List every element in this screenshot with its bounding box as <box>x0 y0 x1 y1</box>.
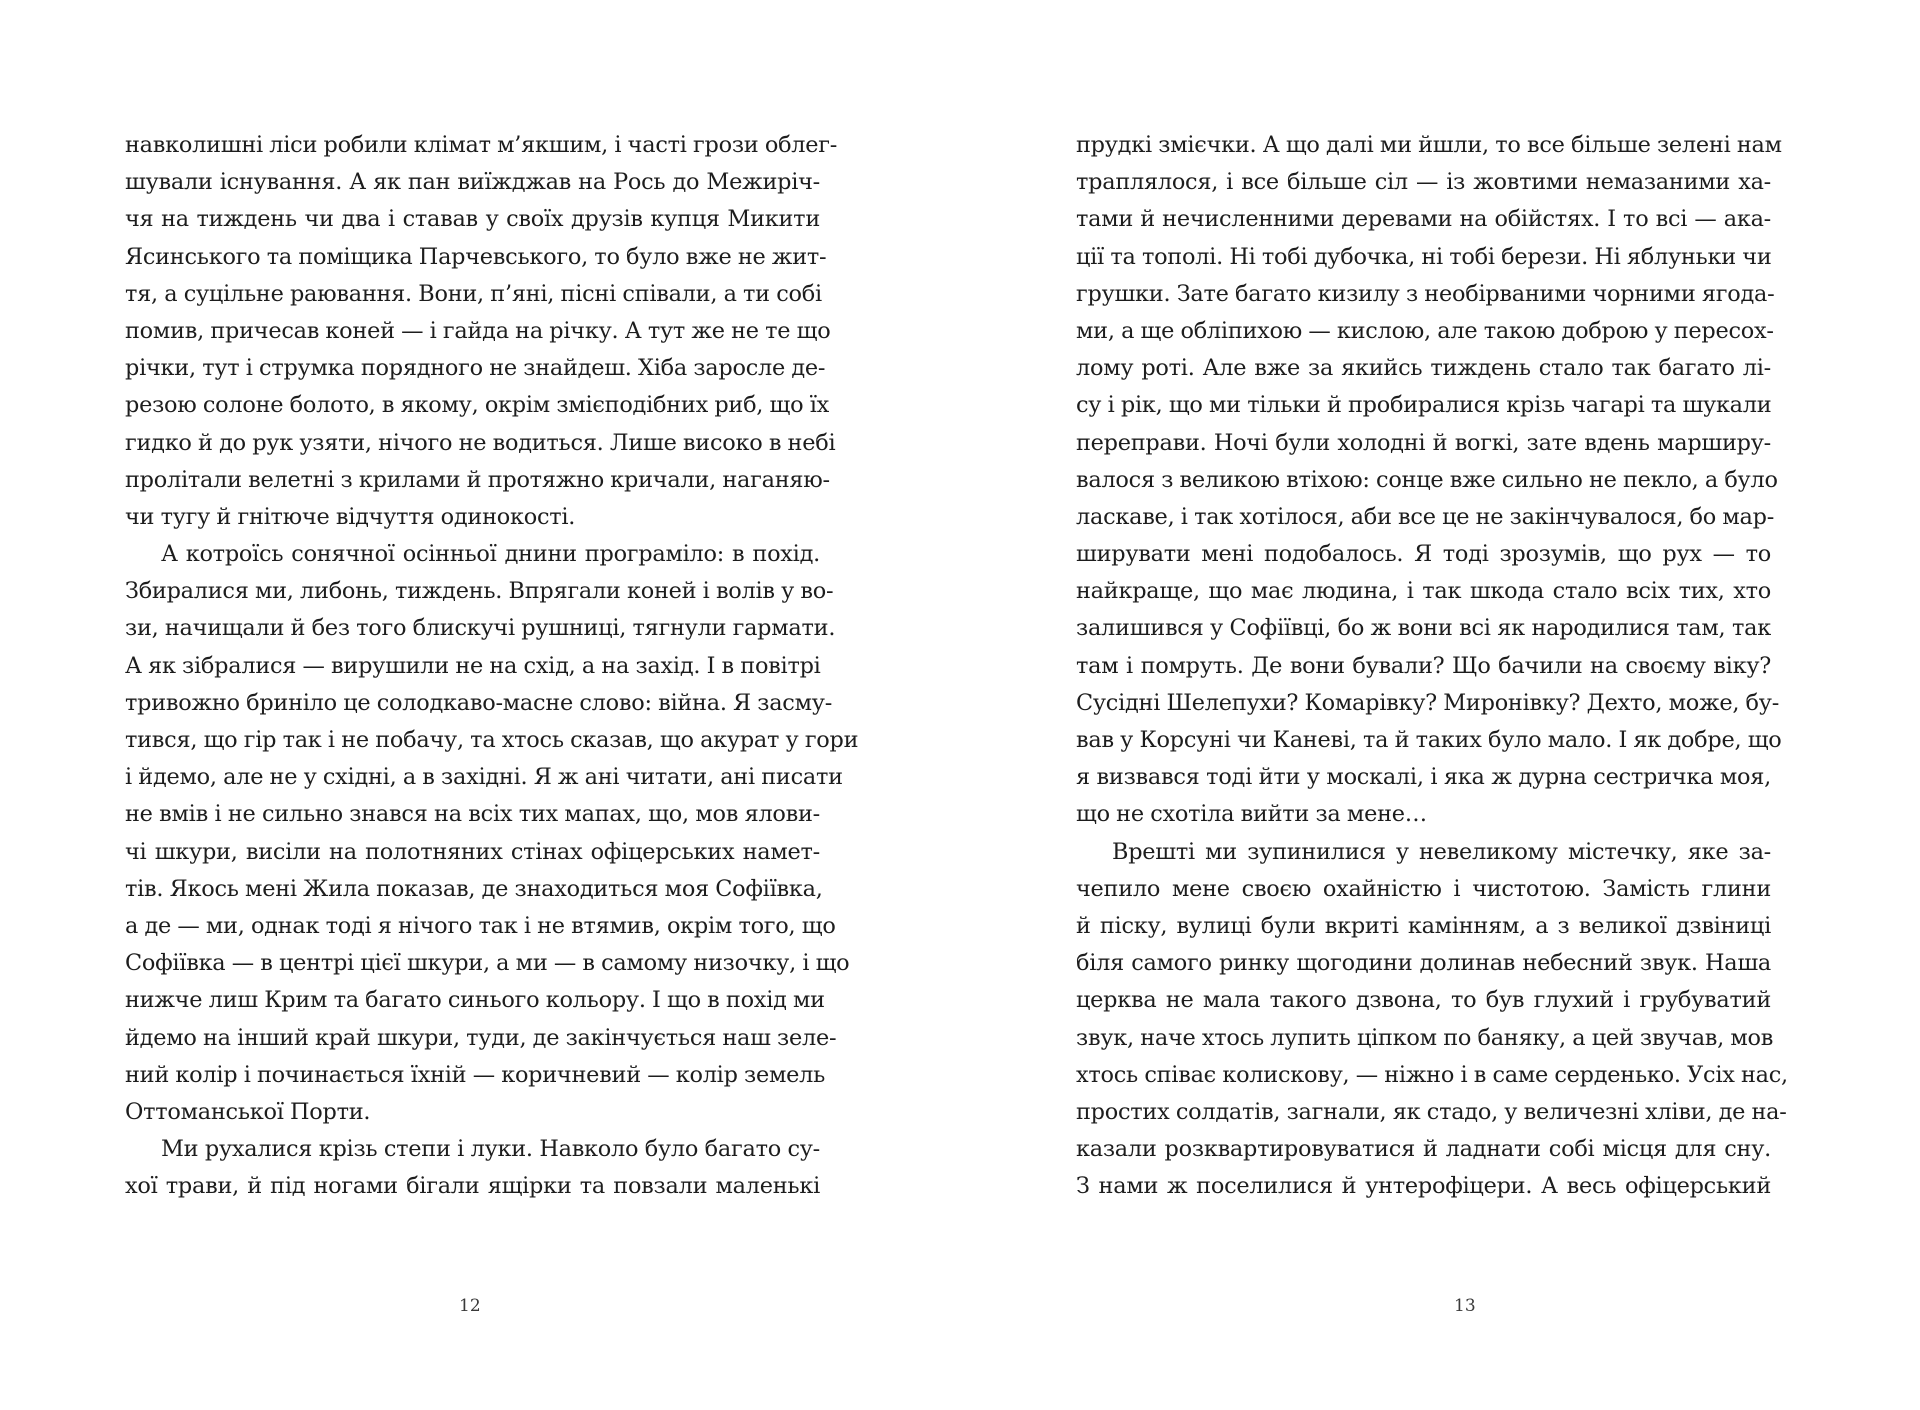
text-line: хтось співає колискову, — ніжно і в саме серденько. Усіх нас, <box>1076 1061 1788 1088</box>
text-line: тами й нечисленними деревами на обійстях. І то всі — ака- <box>1076 206 1771 233</box>
text-line: найкраще, що має людина, і так шкода стало всіх тих, хто <box>1076 578 1771 605</box>
text-line: траплялося, і все більше сіл — із жовтими немазаними ха- <box>1076 169 1771 196</box>
text-line: зи, начищали й без того блискучі рушниці, тягнули гармати. <box>125 615 836 642</box>
text-line: я визвався тоді йти у москалі, і яка ж дурна сестричка моя, <box>1076 764 1771 791</box>
text-line: чі шкури, висіли на полотняних стінах офіцерських намет- <box>125 838 820 865</box>
text-line: а де — ми, однак тоді я нічого так і не втямив, окрім того, що <box>125 912 836 939</box>
text-line: звук, наче хтось лупить ціпком по баняку, а цей звучав, мов <box>1076 1024 1774 1051</box>
right-page <box>960 0 1920 1410</box>
text-line: й піску, вулиці були вкриті камінням, а з великої дзвіниці <box>1076 912 1771 939</box>
text-line: ми, а ще обліпихою — кислою, але такою доброю у пересох- <box>1076 317 1774 344</box>
text-line: З нами ж поселилися й унтерофіцери. А весь офіцерський <box>1076 1173 1771 1200</box>
text-line: церква не мала такого дзвона, то був глухий і грубуватий <box>1076 987 1771 1014</box>
text-line: Софіївка — в центрі цієї шкури, а ми — в самому низочку, і що <box>125 950 850 977</box>
text-line: Ясинського та поміщика Парчевського, то було вже не жит- <box>125 243 827 270</box>
text-line: залишився у Софіївці, бо ж вони всі як народилися там, так <box>1076 615 1771 642</box>
text-line: А як зібралися — вирушили не на схід, а на захід. І в повітрі <box>125 652 821 679</box>
left-page-body-text <box>125 127 859 1205</box>
text-line: чи тугу й гнітюче відчуття одинокості. <box>125 503 576 530</box>
text-line: Ми рухалися крізь степи і луки. Навколо було багато су- <box>161 1136 820 1163</box>
text-line: тів. Якось мені Жила показав, де знаходиться моя Софіївка, <box>125 875 823 902</box>
text-line: тився, що гір так і не побачу, та хтось сказав, що акурат у гори <box>125 727 859 753</box>
text-line: там і помруть. Де вони бували? Що бачили на своєму віку? <box>1076 652 1771 679</box>
text-line: Врешті ми зупинилися у невеликому містечку, яке за- <box>1112 838 1771 865</box>
text-line: ції та тополі. Ні тобі дубочка, ні тобі берези. Ні яблуньки чи <box>1076 243 1772 270</box>
text-line: біля самого ринку щогодини долинав небесний звук. Наша <box>1076 950 1771 977</box>
text-line: прудкі змієчки. А що далі ми йшли, то все більше зелені нам <box>1076 132 1782 158</box>
text-line: шували існування. А як пан виїжджав на Рось до Межиріч- <box>125 169 820 196</box>
text-line: Збиралися ми, либонь, тиждень. Впрягали коней і волів у во- <box>125 578 834 605</box>
text-line: тривожно бриніло це солодкаво-масне слово: війна. Я засму- <box>125 689 833 716</box>
text-line: вав у Корсуні чи Каневі, та й таких було мало. І як добре, що <box>1076 727 1782 753</box>
text-line: простих солдатів, загнали, як стадо, у величезні хліви, де на- <box>1076 1098 1787 1125</box>
text-line: ний колір і починається їхній — коричневий — колір земель <box>125 1061 826 1088</box>
text-line: грушки. Зате багато кизилу з необірваними чорними ягода- <box>1076 280 1775 307</box>
text-line: йдемо на інший край шкури, туди, де закінчується наш зеле- <box>125 1024 837 1051</box>
text-line: Оттоманської Порти. <box>125 1098 371 1125</box>
text-line: тя, а суцільне раювання. Вони, п’яні, пісні співали, а ти собі <box>125 280 822 307</box>
text-line: навколишні ліси робили клімат м’якшим, і часті грози облег- <box>125 132 838 158</box>
text-line: річки, тут і струмка порядного не знайдеш. Хіба заросле де- <box>125 355 826 382</box>
right-page-number: 13 <box>1454 1296 1476 1316</box>
text-line: помив, причесав коней — і гайда на річку. А тут же не те що <box>125 317 831 344</box>
text-line: Сусідні Шелепухи? Комарівку? Миронівку? Дехто, може, бу- <box>1076 689 1780 716</box>
text-line: переправи. Ночі були холодні й вогкі, зате вдень марширу- <box>1076 429 1771 456</box>
text-line: нижче лиш Крим та багато синього кольору. І що в похід ми <box>125 987 825 1014</box>
text-line: не вмів і не сильно знався на всіх тих мапах, що, мов ялови- <box>125 801 820 828</box>
text-line: резою солоне болото, в якому, окрім змієподібних риб, що їх <box>125 392 829 419</box>
text-line: валося з великою втіхою: сонце вже сильно не пекло, а було <box>1076 466 1778 493</box>
text-line: ласкаве, і так хотілося, аби все це не закінчувалося, бо мар- <box>1076 503 1775 530</box>
text-line: хої трави, й під ногами бігали ящірки та повзали маленькі <box>125 1173 820 1200</box>
text-line: су і рік, що ми тільки й пробиралися крізь чагарі та шукали <box>1076 392 1772 419</box>
right-page-body-text <box>1076 127 1788 1205</box>
text-line: гидко й до рук узяти, нічого не водиться. Лише високо в небі <box>125 429 836 456</box>
left-page-number: 12 <box>459 1296 481 1316</box>
text-line: чепило мене своєю охайністю і чистотою. Замість глини <box>1076 875 1771 902</box>
text-line: казали розквартировуватися й ладнати собі місця для сну. <box>1076 1136 1771 1163</box>
text-line: А котроїсь сонячної осінньої днини програміло: в похід. <box>161 541 820 568</box>
text-line: пролітали велетні з крилами й протяжно кричали, наганяю- <box>125 466 830 493</box>
text-line: чя на тиждень чи два і ставав у своїх друзів купця Микити <box>125 206 820 233</box>
text-line: ширувати мені подобалось. Я тоді зрозумів, що рух — то <box>1076 541 1771 568</box>
text-line: лому роті. Але вже за якийсь тиждень стало так багато лі- <box>1076 355 1771 382</box>
text-line: і йдемо, але не у східні, а в західні. Я ж ані читати, ані писати <box>125 764 843 791</box>
text-line: що не схотіла вийти за мене… <box>1076 801 1427 828</box>
